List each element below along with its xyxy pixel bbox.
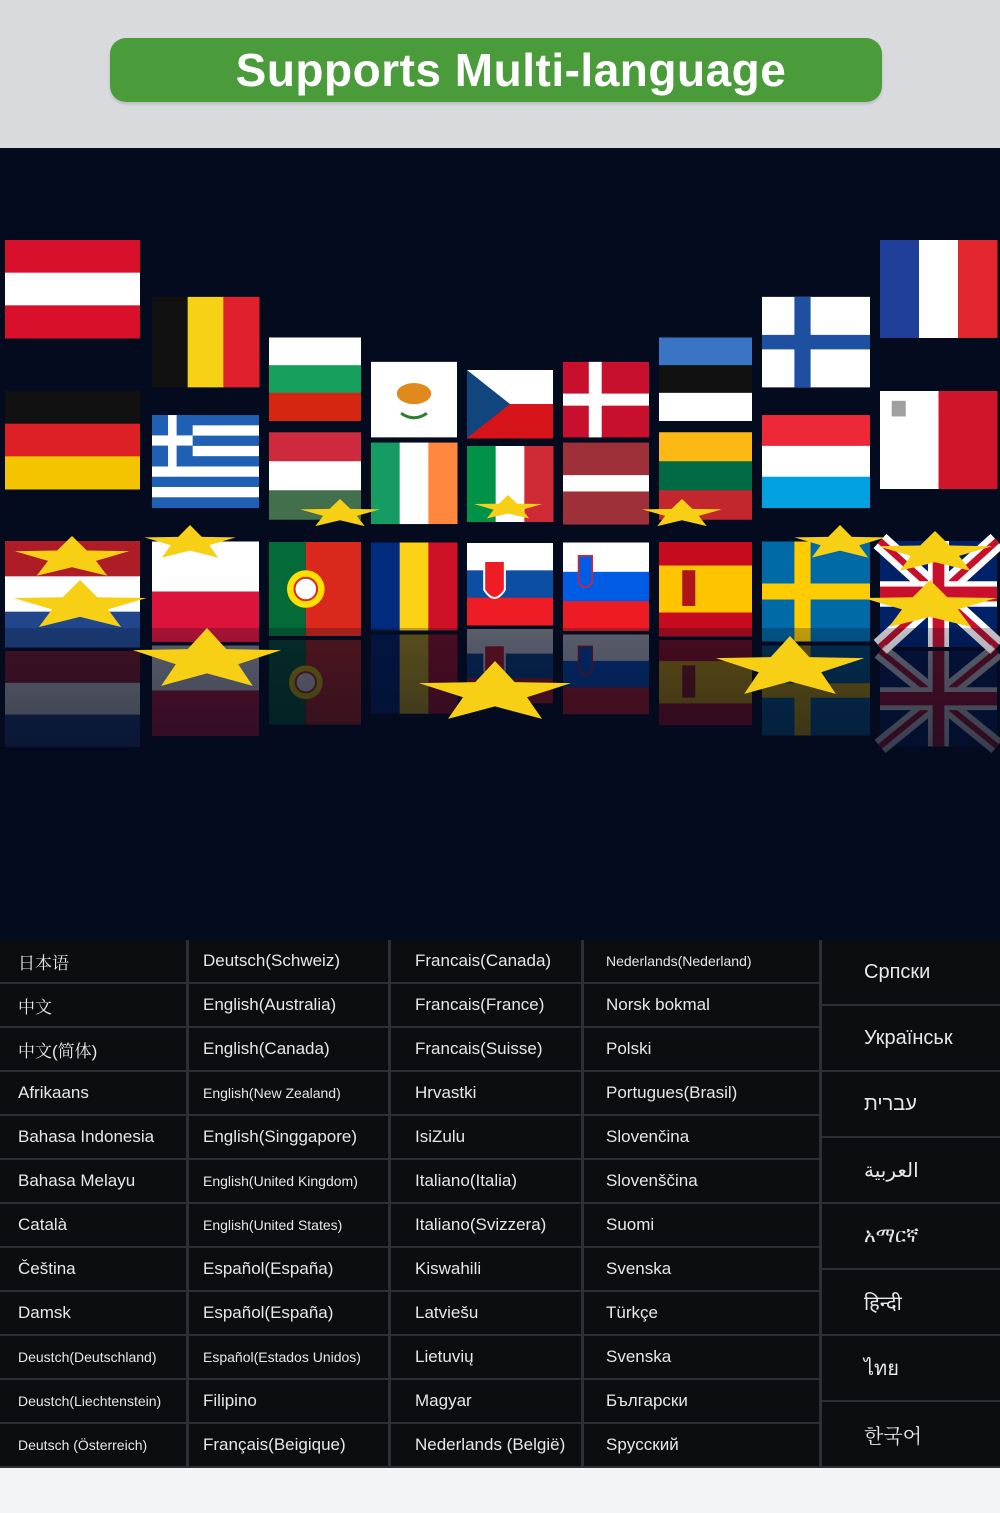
language-item: Čeština xyxy=(0,1248,186,1292)
language-item: English(Singgapore) xyxy=(189,1116,388,1160)
language-item: Kiswahili xyxy=(391,1248,581,1292)
language-item: Français(Beigique) xyxy=(189,1424,388,1468)
language-item: Slovenčina xyxy=(584,1116,819,1160)
language-column-4 xyxy=(584,940,819,1468)
language-item: Српски xyxy=(822,940,1000,1006)
language-item: עברית xyxy=(822,1072,1000,1138)
language-item: 日本语 xyxy=(0,940,186,984)
language-item: Deutsch(Schweiz) xyxy=(189,940,388,984)
flag-slovenia xyxy=(563,543,649,632)
footer-strip xyxy=(0,1468,1000,1513)
flag-estonia xyxy=(659,338,752,422)
language-item: 中文 xyxy=(0,984,186,1028)
language-item: Deutsch (Österreich) xyxy=(0,1424,186,1468)
language-item: Svenska xyxy=(584,1248,819,1292)
language-item: English(United Kingdom) xyxy=(189,1160,388,1204)
language-item: Italiano(Italia) xyxy=(391,1160,581,1204)
header-band xyxy=(0,0,1000,148)
language-column-5 xyxy=(822,940,1000,1468)
column-divider xyxy=(581,940,584,1468)
language-item: Slovenščina xyxy=(584,1160,819,1204)
language-item: Polski xyxy=(584,1028,819,1072)
language-column-3 xyxy=(391,940,581,1468)
language-item: Latviešu xyxy=(391,1292,581,1336)
flag-france xyxy=(880,240,998,338)
language-item: Svenska xyxy=(584,1336,819,1380)
language-item: English(Australia) xyxy=(189,984,388,1028)
language-item: አማርኛ xyxy=(822,1204,1000,1270)
language-item: Български xyxy=(584,1380,819,1424)
language-item: Norsk bokmal xyxy=(584,984,819,1028)
language-item: العربية xyxy=(822,1138,1000,1204)
language-item: Deustch(Deutschland) xyxy=(0,1336,186,1380)
language-item: Español(España) xyxy=(189,1248,388,1292)
language-item: Francais(Canada) xyxy=(391,940,581,984)
flag-slovakia xyxy=(467,543,553,626)
flag-czech-republic xyxy=(467,370,553,439)
flag-germany xyxy=(5,391,140,490)
language-item: English(United States) xyxy=(189,1204,388,1248)
language-item: Català xyxy=(0,1204,186,1248)
language-item: 한국어 xyxy=(822,1402,1000,1468)
language-item: Lietuvių xyxy=(391,1336,581,1380)
flag-belgium xyxy=(152,297,260,388)
language-item: Francais(Suisse) xyxy=(391,1028,581,1072)
flag-ireland xyxy=(371,443,458,525)
flag-bulgaria xyxy=(269,338,361,422)
language-item: Damsk xyxy=(0,1292,186,1336)
language-item: Magyar xyxy=(391,1380,581,1424)
language-item: Italiano(Svizzera) xyxy=(391,1204,581,1248)
language-table xyxy=(0,940,1000,1468)
language-item: ไทย xyxy=(822,1336,1000,1402)
language-item: English(Canada) xyxy=(189,1028,388,1072)
flag-wall-image xyxy=(0,148,1000,940)
language-item: Bahasa Indonesia xyxy=(0,1116,186,1160)
language-item: Türkçe xyxy=(584,1292,819,1336)
language-item: Bahasa Melayu xyxy=(0,1160,186,1204)
language-item: Spyсский xyxy=(584,1424,819,1468)
flag-portugal xyxy=(269,542,361,636)
flag-finland xyxy=(762,297,870,388)
flag-cyprus xyxy=(371,362,457,438)
language-item: Hrvastki xyxy=(391,1072,581,1116)
column-divider xyxy=(186,940,189,1468)
page-title: Supports Multi-language xyxy=(235,44,787,96)
language-column-2 xyxy=(189,940,388,1468)
flag-wall-illustration xyxy=(0,148,1000,940)
language-item: Suomi xyxy=(584,1204,819,1248)
language-item: Українськ xyxy=(822,1006,1000,1072)
language-item: Español(España) xyxy=(189,1292,388,1336)
language-item: Afrikaans xyxy=(0,1072,186,1116)
language-item: Nederlands(Nederland) xyxy=(584,940,819,984)
flag-greece xyxy=(152,415,259,508)
language-item: IsiZulu xyxy=(391,1116,581,1160)
flag-lithuania xyxy=(659,432,752,520)
flag-romania xyxy=(371,543,458,631)
language-item: 中文(简体) xyxy=(0,1028,186,1072)
flag-latvia xyxy=(563,443,649,525)
language-item: Nederlands (België) xyxy=(391,1424,581,1468)
flag-poland xyxy=(152,542,259,643)
flag-denmark xyxy=(563,362,649,438)
language-item: Filipino xyxy=(189,1380,388,1424)
flag-austria xyxy=(5,240,140,339)
language-item: English(New Zealand) xyxy=(189,1072,388,1116)
language-item: Español(Estados Unidos) xyxy=(189,1336,388,1380)
title-banner xyxy=(110,38,882,102)
language-item: Deustch(Liechtenstein) xyxy=(0,1380,186,1424)
flag-luxembourg xyxy=(762,415,870,508)
column-divider xyxy=(388,940,391,1468)
flag-spain xyxy=(659,542,752,637)
column-divider xyxy=(819,940,822,1468)
language-item: Portugues(Brasil) xyxy=(584,1072,819,1116)
flag-malta xyxy=(880,391,998,489)
language-item: Francais(France) xyxy=(391,984,581,1028)
language-item: हिन्दी xyxy=(822,1270,1000,1336)
language-column-1 xyxy=(0,940,186,1468)
